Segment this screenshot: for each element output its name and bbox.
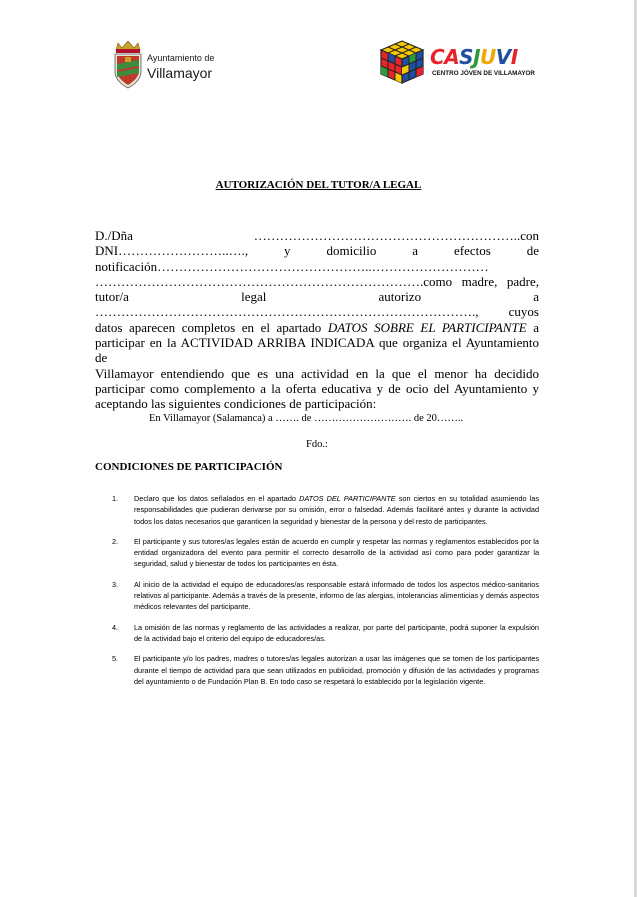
condition-text: El participante y sus tutores/as legales están de acuerdo en cumplir y respetar las normas y reglamentos establecidos por la entidad organizadora del evento para permitir el correcto desarrollo de la actividad así como para poder garantizar la seguridad, salud y bienestar de todos los participantes en ésta. bbox=[134, 536, 539, 569]
condition-text: son ciertos en su totalidad asumiendo las responsabilidades que pudieran derivarse por su omisión, error o falsedad. Además facilitaré antes y durante la actividad todos los datos necesarios que garanticen la seguridad y bienestar de la persona y del resto de participantes. bbox=[134, 494, 539, 526]
authorization-line: tutor/a legal autorizo a bbox=[95, 289, 539, 305]
place-date-line: En Villamayor (Salamanca) a ……. de ………………………. de 20…….. bbox=[149, 413, 464, 424]
condition-item bbox=[112, 536, 539, 570]
authorization-line: participar en la ACTIVIDAD ARRIBA INDICADA que organiza el Ayuntamiento de bbox=[95, 335, 539, 366]
ayuntamiento-logo bbox=[112, 40, 232, 90]
condition-number: 2. bbox=[112, 536, 119, 546]
authorization-line: DNI……………………..…., y domicilio a efectos de bbox=[95, 243, 539, 259]
document-title: AUTORIZACIÓN DEL TUTOR/A LEGAL bbox=[215, 179, 422, 191]
condition-text: Declaro que los datos señalados en el apartado bbox=[134, 494, 300, 503]
authorization-line: notificación…………………………………………..……………………… bbox=[95, 258, 489, 274]
casjuvi-letters: CASJUVI bbox=[430, 45, 518, 69]
authorization-line bbox=[95, 320, 539, 335]
condition-item bbox=[112, 622, 539, 645]
rubik-cube-icon bbox=[378, 40, 426, 84]
authorization-line: participar como complemento a la oferta educativa y de ocio del Ayuntamiento y bbox=[95, 380, 539, 396]
condition-number: 3. bbox=[112, 579, 119, 589]
condition-item bbox=[112, 493, 539, 527]
condition-text: La omisión de las normas y reglamento de las actividades a realizar, por parte del participante, podrá suponer la expulsión de la actividad bajo el criterio del equipo de educadores/as. bbox=[134, 622, 539, 643]
condition-number: 1. bbox=[112, 494, 119, 503]
authorization-text: a bbox=[526, 319, 539, 335]
condition-text: El participante y/o los padres, madres o tutores/as legales autorizan a usar las imágenes que se tomen de los participantes durante el tiempo de actividad para que sean utilizados en publicidad, promoción y difusión de las actividades y programas del ayuntamiento o de Fundación Plan B. En todo caso se respetará lo establecido por la legislación vigente. bbox=[134, 654, 539, 686]
authorization-line: D./Dña ……………………………………………………..con bbox=[95, 228, 539, 243]
ayuntamiento-logo-line2: Villamayor bbox=[147, 65, 213, 81]
authorization-paragraph bbox=[95, 228, 539, 412]
condition-item bbox=[112, 579, 539, 613]
coat-of-arms-icon bbox=[112, 40, 144, 90]
casjuvi-logo bbox=[378, 40, 538, 86]
authorization-line: Villamayor entendiendo que es una actividad en la que el menor ha decidido bbox=[95, 365, 539, 381]
condition-number: 5. bbox=[112, 654, 119, 664]
ayuntamiento-logo-line1: Ayuntamiento de bbox=[147, 53, 215, 63]
condition-item bbox=[112, 653, 539, 687]
authorization-text: datos aparecen completos en el apartado bbox=[95, 319, 328, 335]
authorization-line: aceptando las siguientes condiciones de participación: bbox=[95, 396, 377, 412]
ayuntamiento-logo-text bbox=[147, 54, 214, 80]
authorization-line: ………………………………………………………………….como madre, padre, bbox=[95, 273, 539, 289]
casjuvi-logo-name bbox=[430, 45, 518, 69]
conditions-heading: CONDICIONES DE PARTICIPACIÓN bbox=[95, 461, 283, 473]
casjuvi-logo-subtitle: CENTRO JÓVEN DE VILLAMAYOR bbox=[432, 70, 535, 77]
condition-text-italic: DATOS DEL PARTICIPANTE bbox=[299, 494, 396, 503]
authorization-line: ……………………………………………………………………………., cuyos bbox=[95, 304, 539, 320]
condition-number: 4. bbox=[112, 622, 119, 632]
conditions-list bbox=[112, 493, 539, 696]
condition-text: Al inicio de la actividad el equipo de educadores/as responsable estará informado de todos los aspectos médico-sanitarios relativos al participante. Además a través de la presente, informo de las alergias, intolerancias alimenticias y demás aspectos médicos relevantes del participante. bbox=[134, 579, 539, 612]
signature-label: Fdo.: bbox=[306, 439, 328, 450]
participant-data-reference: DATOS SOBRE EL PARTICIPANTE bbox=[327, 319, 527, 335]
